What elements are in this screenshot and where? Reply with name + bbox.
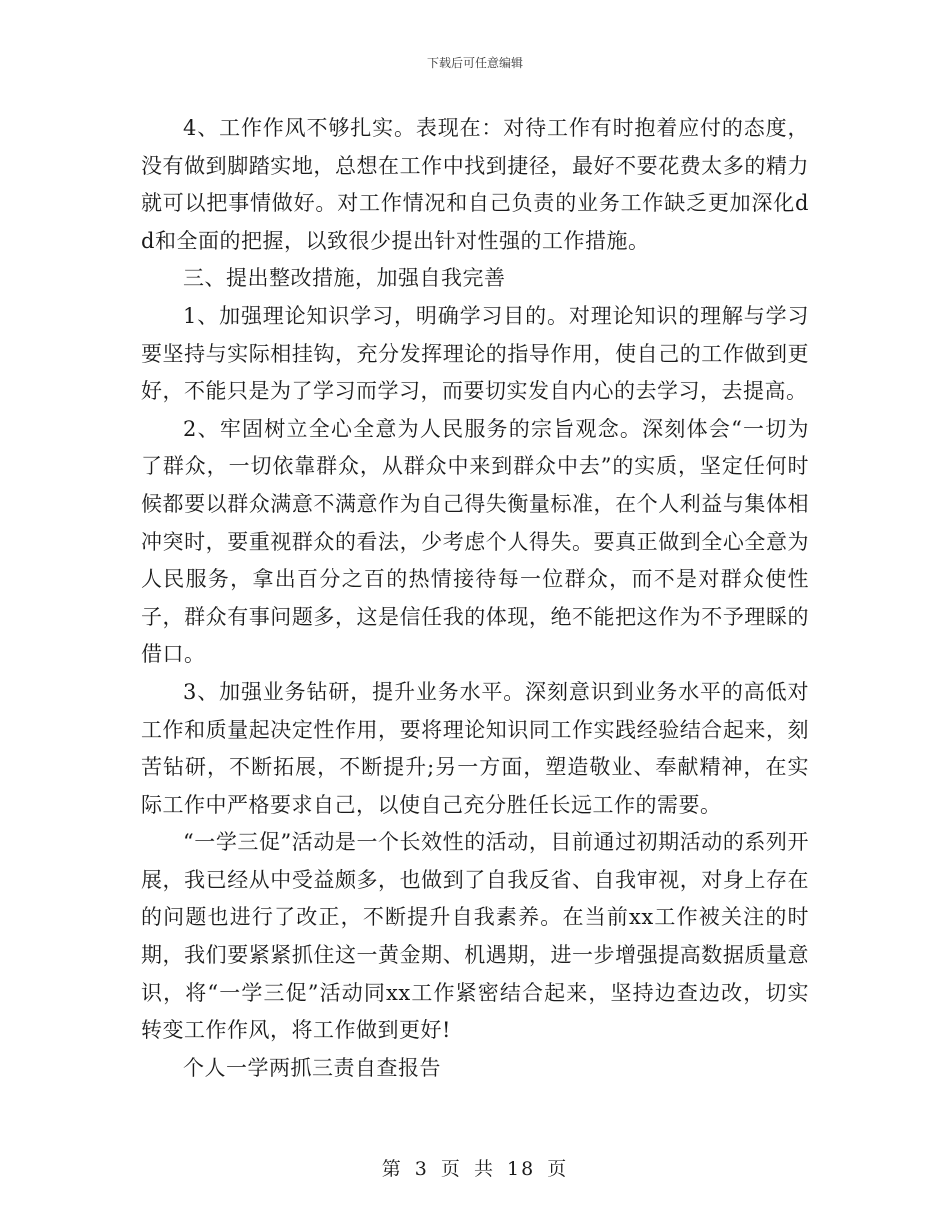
paragraph-theory-study: 1、加强理论知识学习，明确学习目的。对理论知识的理解与学习要坚持与实际相挂钩，充分发挥理论的指导作用，使自己的工作做到更好，不能只是为了学习而学习，而要切实发自内心的去学习，去提高。 [141, 303, 809, 404]
paragraph-activity-summary: “一学三促”活动是一个长效性的活动，目前通过初期活动的系列开展，我已经从中受益颇多，也做到了自我反省、自我审视，对身上存在的问题也进行了改正，不断提升自我素养。在当前xx工作被关注的时期，我们要紧紧抓住这一黄金期、机遇期，进一步增强提高数据质量意识，将“一学三促”活动同xx工作紧密结合起来，坚持边查边改，切实转变工作作风，将工作做到更好! [141, 830, 809, 1043]
page-number-footer: 第 3 页 共 18 页 [381, 1158, 569, 1180]
paragraph-serve-people: 2、牢固树立全心全意为人民服务的宗旨观念。深刻体会“一切为了群众，一切依靠群众，从群众中来到群众中去”的实质，坚定任何时候都要以群众满意不满意作为自己得失衡量标准，在个人利益与集体相冲突时，要重视群众的看法，少考虑个人得失。要真正做到全心全意为人民服务，拿出百分之百的热情接待每一位群众，而不是对群众使性子，群众有事问题多，这是信任我的体现，绝不能把这作为不予理睬的借口。 [141, 416, 809, 667]
paragraph-business-skill: 3、加强业务钻研，提升业务水平。深刻意识到业务水平的高低对工作和质量起决定性作用，要将理论知识同工作实践经验结合起来，刻苦钻研，不断拓展，不断提升;另一方面，塑造敬业、奉献精神，在实际工作中严格要求自己，以使自己充分胜任长远工作的需要。 [141, 679, 809, 817]
paragraph-work-style: 4、工作作风不够扎实。表现在：对待工作有时抱着应付的态度，没有做到脚踏实地，总想在工作中找到捷径，最好不要花费太多的精力就可以把事情做好。对工作情况和自己负责的业务工作缺乏更加深化dd和全面的把握，以致很少提出针对性强的工作措施。 [141, 116, 809, 253]
page-header: 下载后可任意编辑 [426, 56, 523, 70]
document-body [141, 110, 809, 1087]
section-heading-rectification: 三、提出整改措施，加强自我完善 [183, 266, 506, 291]
next-document-title: 个人一学两抓三责自查报告 [183, 1055, 441, 1080]
